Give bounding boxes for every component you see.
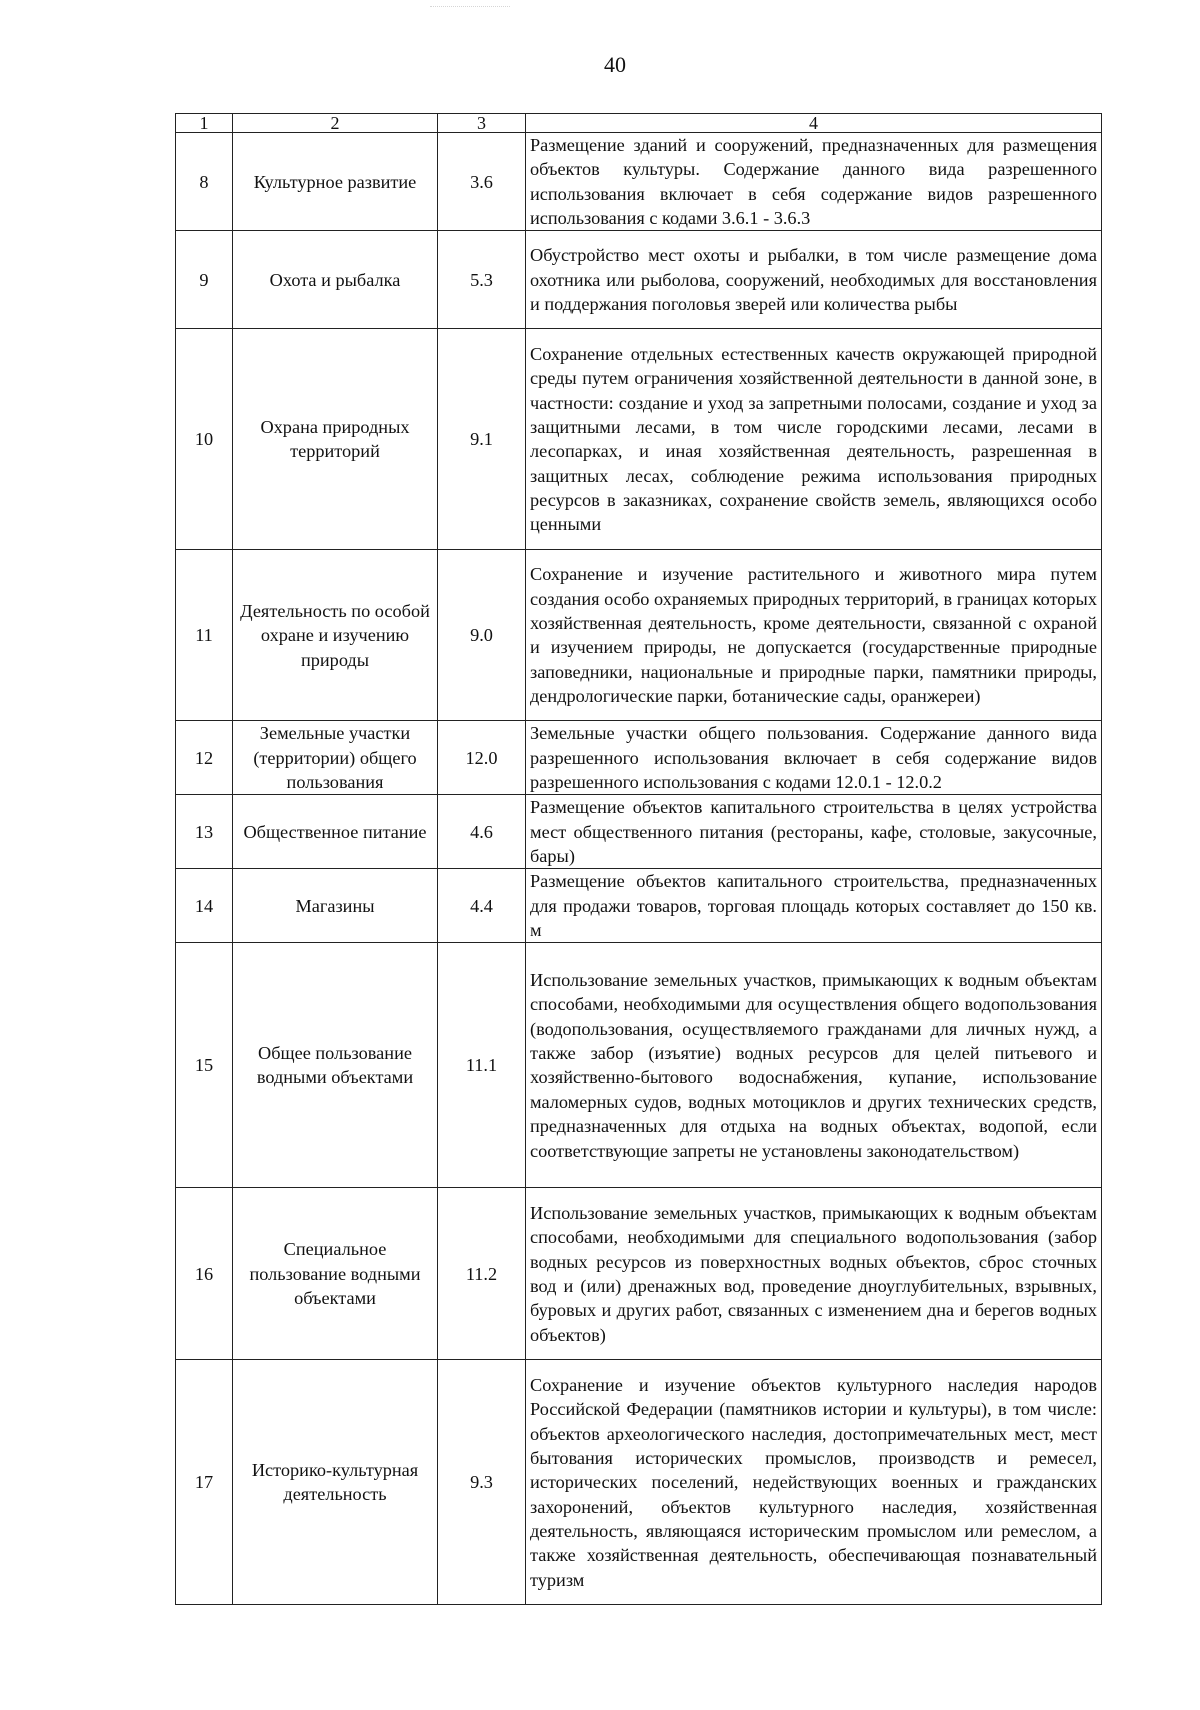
header-col-2: 2 — [233, 114, 438, 133]
land-use-description: Размещение объектов капитального строительства, предназначенных для продажи товаров, торговая площадь которых составляет до 150 кв. м — [526, 869, 1102, 943]
land-use-name: Культурное развитие — [233, 133, 438, 231]
row-number: 13 — [176, 795, 233, 869]
land-use-code: 5.3 — [438, 231, 526, 329]
land-use-name: Специальное пользование водными объектами — [233, 1188, 438, 1360]
land-use-description: Использование земельных участков, примыкающих к водным объектам способами, необходимыми для специального водопользования (забор водных ресурсов из поверхностных водных объектов, сброс сточных вод и (или) дренажных вод, проведение дноуглубительных, взрывных, буровых и других работ, связанных с изменением дна и берегов водных объектов) — [526, 1188, 1102, 1360]
row-number: 9 — [176, 231, 233, 329]
row-number: 10 — [176, 329, 233, 550]
land-use-description: Сохранение отдельных естественных качеств окружающей природной среды путем ограничения хозяйственной деятельности в данной зоне, в частности: создание и уход за запретными полосами, создание и уход за защитными лесами, в том числе городскими лесами, лесами в лесопарках, и иная хозяйственная деятельность, разрешенная в защитных лесах, соблюдение режима использования природных ресурсов в заказниках, сохранение свойств земель, являющихся особо ценными — [526, 329, 1102, 550]
land-use-description: Сохранение и изучение растительного и животного мира путем создания особо охраняемых природных территорий, в границах которых хозяйственная деятельность, кроме деятельности, связанной с охраной и изучением природы, не допускается (государственные природные заповедники, национальные и природные парки, памятники природы, дендрологические парки, ботанические сады, оранжереи) — [526, 550, 1102, 721]
land-use-description: Размещение зданий и сооружений, предназначенных для размещения объектов культуры. Содержание данного вида разрешенного использования включает в себя содержание видов разрешенного использования с кодами 3.6.1 - 3.6.3 — [526, 133, 1102, 231]
header-col-1: 1 — [176, 114, 233, 133]
land-use-code: 9.1 — [438, 329, 526, 550]
row-number: 17 — [176, 1360, 233, 1605]
land-use-code: 11.1 — [438, 943, 526, 1188]
table-row — [176, 1188, 1102, 1360]
land-use-description: Земельные участки общего пользования. Содержание данного вида разрешенного использования включает в себя содержание видов разрешенного использования с кодами 12.0.1 - 12.0.2 — [526, 721, 1102, 795]
table-row — [176, 721, 1102, 795]
header-col-3: 3 — [438, 114, 526, 133]
row-number: 15 — [176, 943, 233, 1188]
land-use-table — [175, 113, 1102, 1605]
land-use-code: 3.6 — [438, 133, 526, 231]
land-use-code: 9.0 — [438, 550, 526, 721]
table-row — [176, 795, 1102, 869]
land-use-name: Общее пользование водными объектами — [233, 943, 438, 1188]
land-use-name: Историко-культурная деятельность — [233, 1360, 438, 1605]
land-use-name: Деятельность по особой охране и изучению природы — [233, 550, 438, 721]
row-number: 14 — [176, 869, 233, 943]
land-use-description: Использование земельных участков, примыкающих к водным объектам способами, необходимыми для осуществления общего водопользования (водопользования, осуществляемого гражданами для личных нужд, а также забор (изъятие) водных ресурсов для целей питьевого и хозяйственно-бытового водоснабжения, купание, использование маломерных судов, водных мотоциклов и других технических средств, предназначенных для отдыха на водных объектах, водопой, если соответствующие запреты не установлены законодательством) — [526, 943, 1102, 1188]
land-use-name: Охрана природных территорий — [233, 329, 438, 550]
land-use-code: 11.2 — [438, 1188, 526, 1360]
table-row — [176, 943, 1102, 1188]
land-use-description: Обустройство мест охоты и рыбалки, в том числе размещение дома охотника или рыболова, сооружений, необходимых для восстановления и поддержания поголовья зверей или количества рыбы — [526, 231, 1102, 329]
land-use-description: Размещение объектов капитального строительства в целях устройства мест общественного питания (рестораны, кафе, столовые, закусочные, бары) — [526, 795, 1102, 869]
land-use-name: Охота и рыбалка — [233, 231, 438, 329]
header-col-4: 4 — [526, 114, 1102, 133]
scan-artifact — [430, 6, 510, 9]
land-use-name: Магазины — [233, 869, 438, 943]
row-number: 11 — [176, 550, 233, 721]
land-use-name: Земельные участки (территории) общего пользования — [233, 721, 438, 795]
land-use-name: Общественное питание — [233, 795, 438, 869]
row-number: 12 — [176, 721, 233, 795]
table-row — [176, 329, 1102, 550]
table-header-row — [176, 114, 1102, 133]
table-row — [176, 133, 1102, 231]
land-use-code: 9.3 — [438, 1360, 526, 1605]
row-number: 8 — [176, 133, 233, 231]
land-use-code: 4.4 — [438, 869, 526, 943]
table-row — [176, 869, 1102, 943]
table-row — [176, 1360, 1102, 1605]
land-use-code: 12.0 — [438, 721, 526, 795]
table-row — [176, 231, 1102, 329]
land-use-description: Сохранение и изучение объектов культурного наследия народов Российской Федерации (памятников истории и культуры), в том числе: объектов археологического наследия, достопримечательных мест, мест бытования исторических промыслов, производств и ремесел, исторических поселений, недействующих военных и гражданских захоронений, объектов культурного наследия, хозяйственная деятельность, являющаяся историческим промыслом или ремеслом, а также хозяйственная деятельность, обеспечивающая познавательный туризм — [526, 1360, 1102, 1605]
page-number: 40 — [604, 52, 626, 77]
row-number: 16 — [176, 1188, 233, 1360]
land-use-code: 4.6 — [438, 795, 526, 869]
table-row — [176, 550, 1102, 721]
